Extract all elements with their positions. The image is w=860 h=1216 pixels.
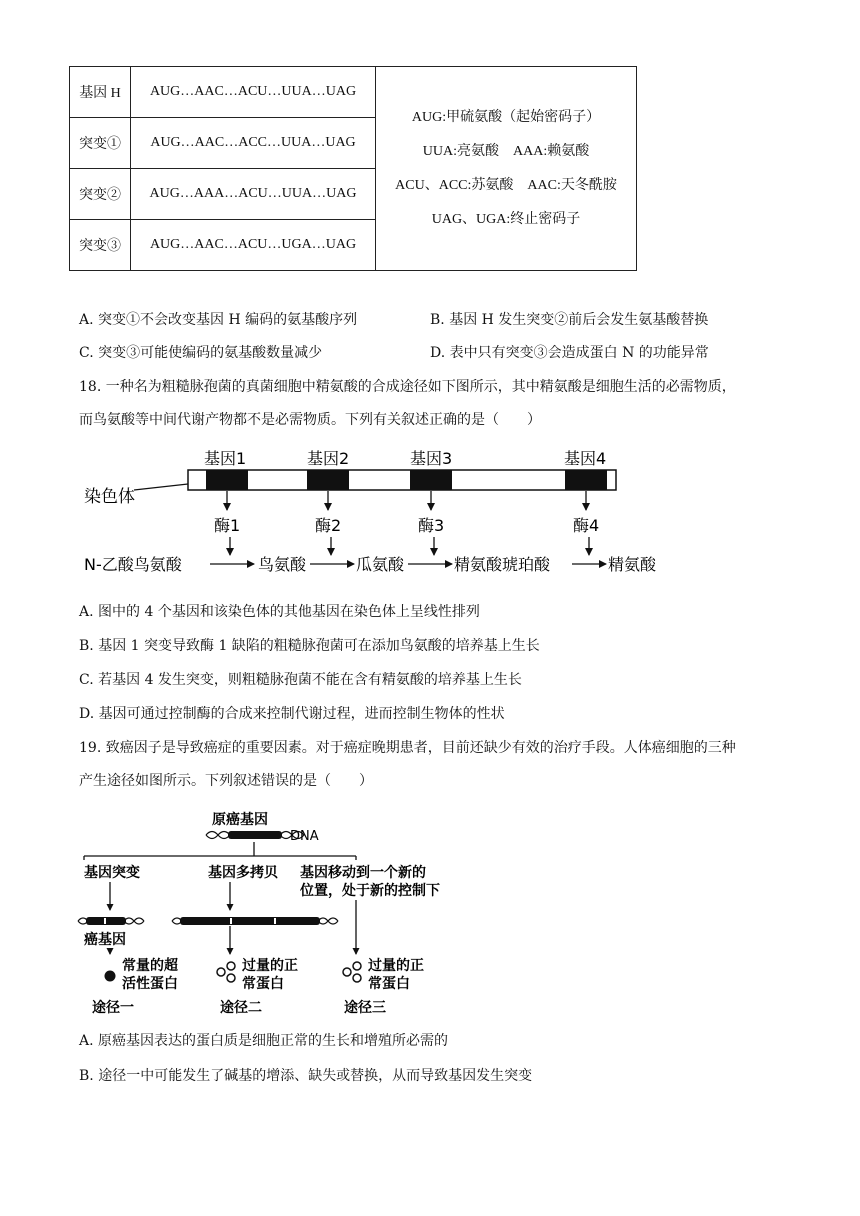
pathway2-protein-l1: 过量的正: [242, 958, 298, 974]
cancer-pathway-figure: [76, 804, 456, 1018]
q17-option-c: C. 突变③可能使编码的氨基酸数量减少: [79, 345, 323, 361]
enzyme-label: 酶4: [573, 516, 600, 535]
pathway3-protein-l1: 过量的正: [368, 958, 424, 974]
row-sequence: AUG…AAC…ACC…UUA…UAG: [131, 118, 376, 169]
oncogene-label: 癌基因: [84, 932, 126, 948]
pathway-2-label: 途径二: [220, 1000, 262, 1016]
codon-legend: [376, 67, 637, 271]
q18-option-a: A. 图中的 4 个基因和该染色体的其他基因在染色体上呈线性排列: [79, 604, 480, 620]
q19-stem-line2: 产生途径如图所示。下列叙述错误的是（ ）: [79, 773, 373, 789]
gene-4-block: [565, 470, 607, 490]
q19-stem-line1: 19. 致癌因子是导致癌症的重要因素。对于癌症晚期患者，目前还缺少有效的治疗手段。人体癌细胞的三种: [79, 740, 736, 756]
branch-gene-mutation: 基因突变: [84, 865, 140, 881]
metabolite-label: N-乙酸鸟氨酸: [84, 555, 182, 574]
enzyme-label: 酶3: [418, 516, 445, 535]
row-label: 突变③: [70, 220, 131, 271]
q18-option-d: D. 基因可通过控制酶的合成来控制代谢过程，进而控制生物体的性状: [79, 706, 505, 722]
gene-label: 基因2: [307, 449, 350, 468]
branch-gene-amplification: 基因多拷贝: [208, 865, 278, 881]
chromosome-pointer: [134, 484, 188, 490]
q17-option-a: A. 突变①不会改变基因 H 编码的氨基酸序列: [79, 312, 358, 328]
pathway1-protein-l2: 活性蛋白: [122, 976, 178, 992]
branch-gene-translocation-l2: 位置，处于新的控制下: [300, 883, 440, 899]
q18-option-b: B. 基因 1 突变导致酶 1 缺陷的粗糙脉孢菌可在添加鸟氨酸的培养基上生长: [79, 638, 540, 654]
pathway2-protein-l2: 常蛋白: [242, 976, 284, 992]
dna-label: DNA: [290, 829, 319, 844]
metabolite-label: 精氨酸琥珀酸: [454, 555, 551, 574]
q17-option-d: D. 表中只有突变③会造成蛋白 N 的功能异常: [430, 345, 709, 361]
hyperactive-protein-dot: [105, 971, 116, 982]
enzyme-label: 酶1: [214, 516, 241, 535]
pathway1-protein-l1: 常量的超: [122, 958, 178, 974]
row-sequence: AUG…AAC…ACU…UUA…UAG: [131, 67, 376, 118]
branch-gene-translocation-l1: 基因移动到一个新的: [300, 865, 426, 881]
row-label: 突变①: [70, 118, 131, 169]
chromosome-bar: [188, 470, 616, 490]
pathway3-protein-l2: 常蛋白: [368, 976, 410, 992]
q18-stem-line1: 18. 一种名为粗糙脉孢菌的真菌细胞中精氨酸的合成途径如下图所示，其中精氨酸是细胞生活的必需物质，: [79, 379, 736, 395]
q17-option-b: B. 基因 H 发生突变②前后会发生氨基酸替换: [430, 312, 709, 328]
legend-line: AUG:甲硫氨酸（起始密码子）: [411, 109, 601, 125]
row-label: 基因 H: [70, 67, 131, 118]
q19-option-a: A. 原癌基因表达的蛋白质是细胞正常的生长和增殖所必需的: [79, 1033, 449, 1049]
row-label: 突变②: [70, 169, 131, 220]
gene-3-block: [410, 470, 452, 490]
q18-stem-line2: 而鸟氨酸等中间代谢产物都不是必需物质。下列有关叙述正确的是（ ）: [79, 412, 541, 428]
legend-line: ACU、ACC:苏氨酸 AAC:天冬酰胺: [395, 177, 617, 193]
pathway-1-label: 途径一: [92, 1000, 134, 1016]
proto-oncogene-label: 原癌基因: [212, 812, 268, 828]
proto-gene-block: [228, 831, 282, 839]
codon-table: [69, 66, 637, 271]
pathway-3-label: 途径三: [344, 1000, 386, 1016]
metabolite-label: 鸟氨酸: [258, 555, 307, 574]
gene-1-block: [206, 470, 248, 490]
legend-line: UAG、UGA:终止密码子: [431, 211, 581, 227]
metabolite-label: 精氨酸: [608, 555, 657, 574]
gene-2-block: [307, 470, 349, 490]
row-sequence: AUG…AAC…ACU…UGA…UAG: [131, 220, 376, 271]
q18-option-c: C. 若基因 4 发生突变，则粗糙脉孢菌不能在含有精氨酸的培养基上生长: [79, 672, 522, 688]
q19-option-b: B. 途径一中可能发生了碱基的增添、缺失或替换，从而导致基因发生突变: [79, 1068, 533, 1084]
gene-label: 基因1: [204, 449, 247, 468]
gene-label: 基因3: [410, 449, 453, 468]
chromosome-label: 染色体: [84, 487, 135, 507]
enzyme-label: 酶2: [315, 516, 342, 535]
gene-label: 基因4: [564, 449, 607, 468]
arginine-pathway-figure: [78, 440, 678, 580]
row-sequence: AUG…AAA…ACU…UUA…UAG: [131, 169, 376, 220]
legend-line: UUA:亮氨酸 AAA:赖氨酸: [422, 143, 590, 159]
amplified-gene-block: [180, 917, 320, 925]
metabolite-label: 瓜氨酸: [356, 555, 405, 574]
